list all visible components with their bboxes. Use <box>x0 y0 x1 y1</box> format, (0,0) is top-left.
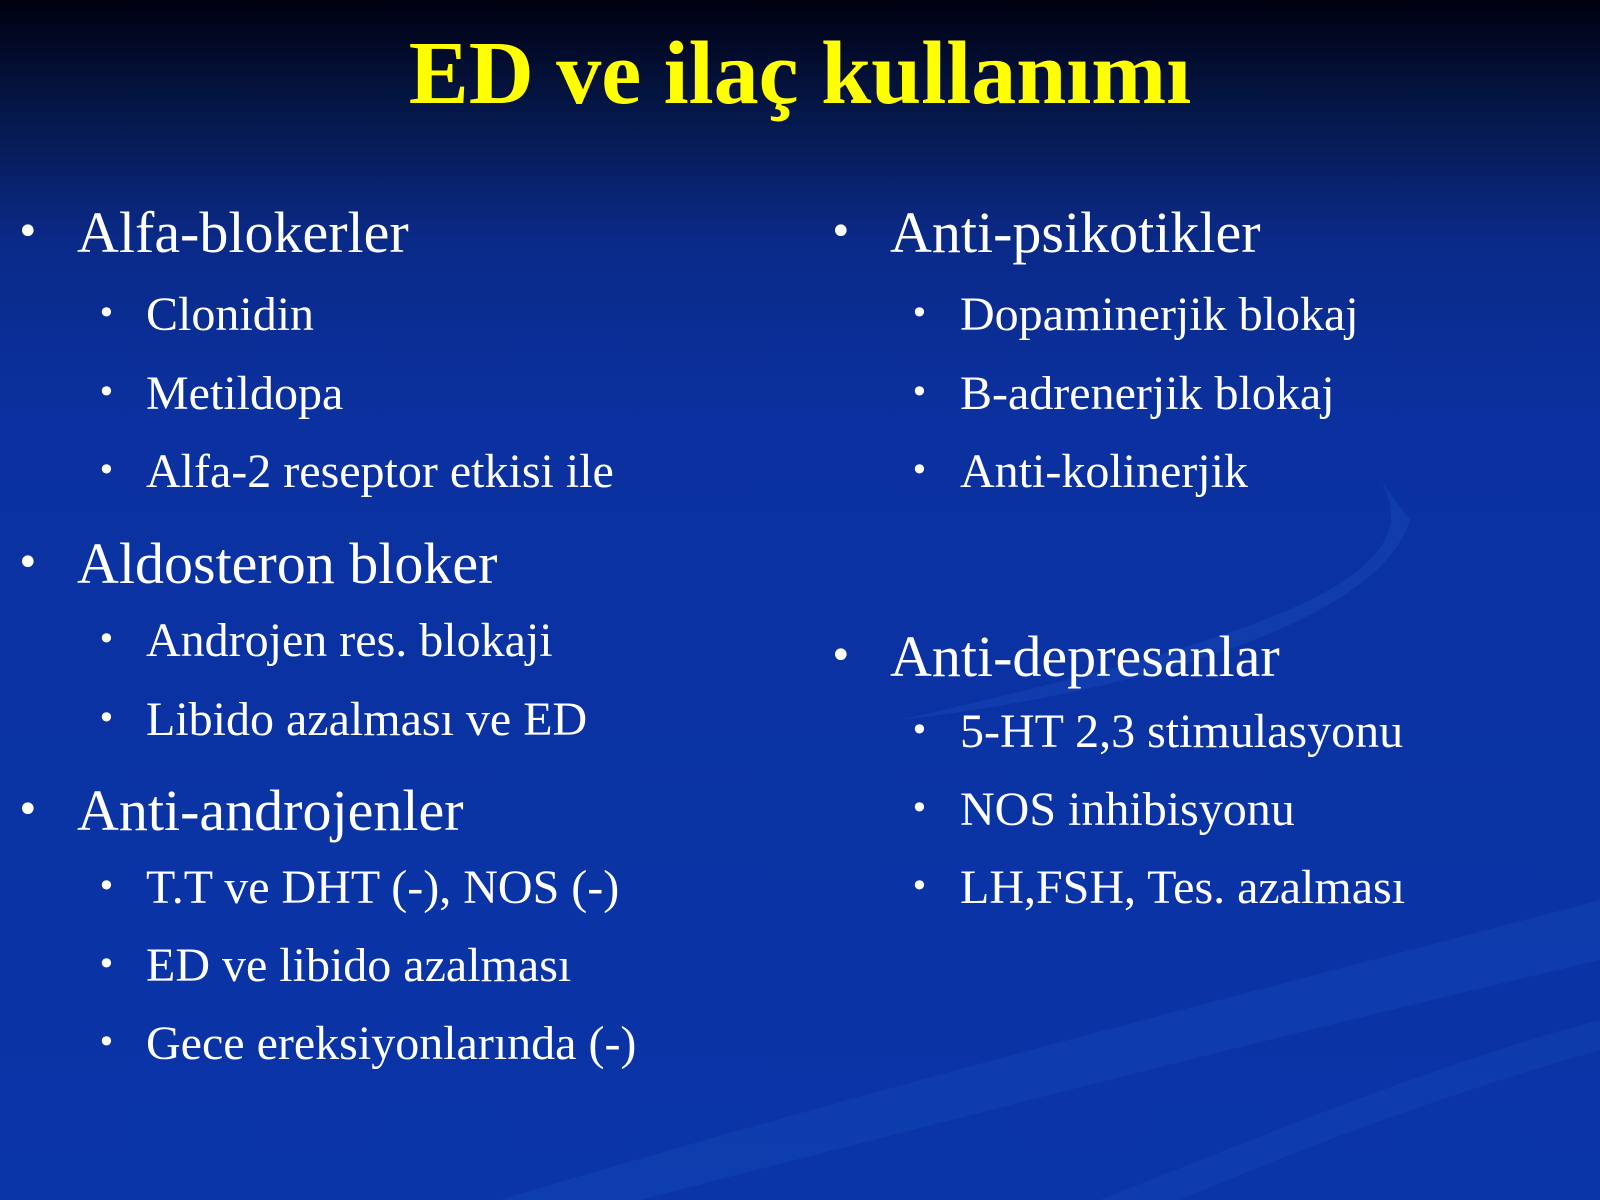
bullet-dot: • <box>829 209 853 255</box>
bullet-dot: • <box>910 789 929 827</box>
right-subbullet-5ht: 5-HT 2,3 stimulasyonu <box>960 705 1404 758</box>
left-subbullet-alfa-2: Alfa-2 reseptor etkisi ile <box>146 445 614 498</box>
left-subbullet-ed-libido: ED ve libido azalması <box>146 939 572 992</box>
right-bullet-anti-psikotikler: Anti-psikotikler <box>890 200 1261 265</box>
bullet-dot: • <box>16 540 40 586</box>
bullet-dot: • <box>97 867 116 905</box>
slide-title: ED ve ilaç kullanımı <box>408 24 1192 123</box>
right-bullet-anti-depresanlar: Anti-depresanlar <box>890 624 1280 689</box>
right-subbullet-b-adrenerjik: B-adrenerjik blokaj <box>960 367 1335 420</box>
bullet-dot: • <box>16 787 40 833</box>
left-subbullet-tt-dht: T.T ve DHT (-), NOS (-) <box>146 861 620 914</box>
left-bullet-aldosteron-bloker: Aldosteron bloker <box>77 531 498 596</box>
bullet-dot: • <box>97 451 116 489</box>
right-subbullet-nos: NOS inhibisyonu <box>960 783 1295 836</box>
bullet-dot: • <box>910 373 929 411</box>
bullet-dot: • <box>97 294 116 332</box>
left-subbullet-gece: Gece ereksiyonlarında (-) <box>146 1017 637 1070</box>
right-subbullet-lh-fsh: LH,FSH, Tes. azalması <box>960 861 1406 914</box>
left-bullet-anti-androjenler: Anti-androjenler <box>77 778 464 843</box>
bullet-dot: • <box>910 711 929 749</box>
left-subbullet-metildopa: Metildopa <box>146 367 344 420</box>
bullet-dot: • <box>97 1023 116 1061</box>
bullet-dot: • <box>910 451 929 489</box>
right-subbullet-anti-kolinerjik: Anti-kolinerjik <box>960 445 1248 498</box>
bullet-dot: • <box>16 209 40 255</box>
bullet-dot: • <box>97 373 116 411</box>
bullet-dot: • <box>97 945 116 983</box>
bullet-dot: • <box>97 699 116 737</box>
left-subbullet-libido: Libido azalması ve ED <box>146 693 588 746</box>
bullet-dot: • <box>910 867 929 905</box>
bullet-dot: • <box>829 633 853 679</box>
bullet-dot: • <box>910 294 929 332</box>
left-bullet-alfa-blokerler: Alfa-blokerler <box>77 200 409 265</box>
right-subbullet-dopaminerjik: Dopaminerjik blokaj <box>960 288 1359 341</box>
left-subbullet-clonidin: Clonidin <box>146 288 315 341</box>
left-subbullet-androjen-res: Androjen res. blokaji <box>146 614 553 667</box>
bullet-dot: • <box>97 620 116 658</box>
